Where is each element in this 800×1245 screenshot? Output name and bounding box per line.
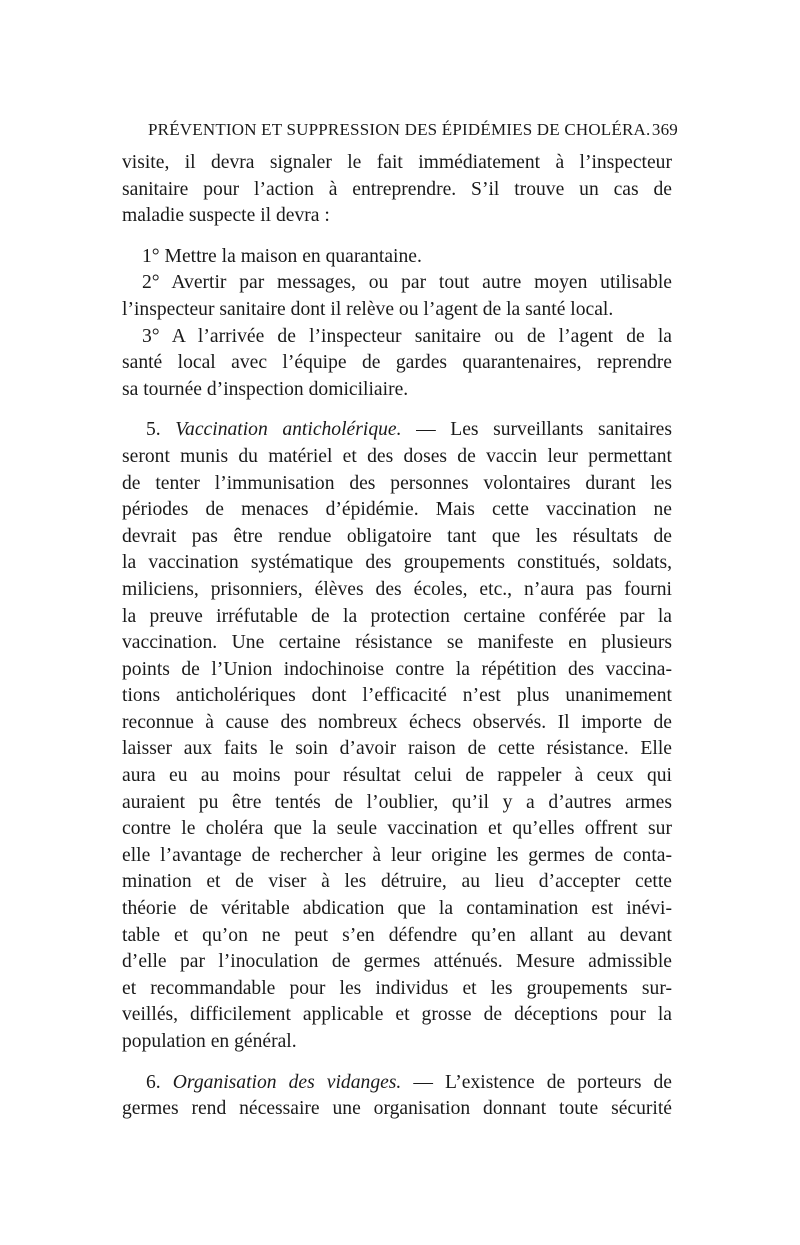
body-text: [122, 150, 672, 1123]
text-line: veillés, difficilement applicable et grosse de déceptions pour la: [122, 1004, 672, 1026]
text-line: table et qu’on ne peut s’en défendre qu’en allant au devant: [122, 924, 672, 946]
section-5-title: Vaccination anticholérique.: [175, 419, 402, 441]
spacer: [122, 403, 672, 417]
text-line: germes rend nécessaire une organisation donnant toute sécurité: [122, 1098, 672, 1120]
section-6-heading-line: [122, 1070, 672, 1097]
list-item-2: [122, 270, 672, 323]
text-line: tions anticholériques dont l’efficacité n’est plus unanimement: [122, 685, 672, 707]
text-line: sanitaire pour l’action à entreprendre. S’il trouve un cas de: [122, 178, 672, 200]
spacer: [122, 1056, 672, 1070]
text-line: points de l’Union indochinoise contre la répétition des vaccina-: [122, 658, 672, 680]
section-6-title: Organisation des vidanges.: [172, 1071, 402, 1093]
section-6-number: 6.: [146, 1071, 161, 1093]
text-line: population en général.: [122, 1031, 297, 1052]
text-line: mination et de viser à les détruire, au lieu d’accepter cette: [122, 871, 672, 893]
text-line: contre le choléra que la seule vaccination et qu’elles offrent sur: [122, 818, 672, 840]
text-line: elle l’avantage de rechercher à leur origine les germes de conta-: [122, 844, 672, 866]
list-item-3: [122, 324, 672, 404]
text-line: aura eu au moins pour résultat celui de rappeler à ceux qui: [122, 765, 672, 787]
spacer: [122, 230, 672, 244]
text-line: auraient pu être tentés de l’oublier, qu’il y a d’autres armes: [122, 791, 672, 813]
text-line: 1° Mettre la maison en quarantaine.: [142, 245, 422, 267]
text-line: santé local avec l’équipe de gardes quarantenaires, reprendre: [122, 352, 672, 374]
text-line: 3° A l’arrivée de l’inspecteur sanitaire ou de l’agent de la: [142, 325, 672, 347]
text-line: sa tournée d’inspection domiciliaire.: [122, 378, 409, 400]
text-line: d’elle par l’inoculation de germes atténués. Mesure admissible: [122, 951, 672, 973]
text-line: vaccination. Une certaine résistance se manifeste en plusieurs: [122, 632, 672, 654]
text-line: laisser aux faits le soin d’avoir raison de cette résistance. Elle: [122, 738, 672, 760]
section-5-number: 5.: [146, 419, 161, 441]
text-line: la preuve irréfutable de la protection certaine conférée par la: [122, 605, 672, 627]
page-number: 369: [651, 120, 678, 139]
text-line: seront munis du matériel et des doses de vaccin leur permettant: [122, 445, 672, 467]
intro-paragraph: [122, 150, 672, 230]
section-6-first-line: — L’existence de porteurs de: [413, 1071, 673, 1093]
list-item-1: [122, 244, 672, 271]
text-line: reconnue à cause des nombreux échecs observés. Il importe de: [122, 711, 672, 733]
text-line: maladie suspecte il devra :: [122, 205, 330, 227]
section-5-first-line: — Les surveillants sanitaires: [416, 419, 672, 441]
section-5-heading-line: [122, 417, 672, 444]
text-line: la vaccination systématique des groupements constitués, soldats,: [122, 552, 672, 574]
text-line: devrait pas être rendue obligatoire tant que les résultats de: [122, 525, 672, 547]
text-line: visite, il devra signaler le fait immédiatement à l’inspecteur: [122, 152, 672, 173]
text-line: périodes de menaces d’épidémie. Mais cette vaccination ne: [122, 499, 672, 521]
text-line: théorie de véritable abdication que la contamination est inévi-: [122, 898, 672, 920]
text-line: miliciens, prisonniers, élèves des écoles, etc., n’aura pas fourni: [122, 578, 672, 600]
text-line: et recommandable pour les individus et les groupements sur-: [122, 977, 672, 999]
running-title: PRÉVENTION ET SUPPRESSION DES ÉPIDÉMIES DE CHOLÉRA.: [148, 120, 651, 139]
section-5-paragraph: [122, 417, 672, 1055]
text-line: 2° Avertir par messages, ou par tout autre moyen utilisable: [142, 272, 672, 294]
text-line: l’inspecteur sanitaire dont il relève ou l’agent de la santé local.: [122, 298, 614, 320]
text-line: de tenter l’immunisation des personnes volontaires durant les: [122, 472, 672, 494]
section-6-paragraph: [122, 1070, 672, 1123]
